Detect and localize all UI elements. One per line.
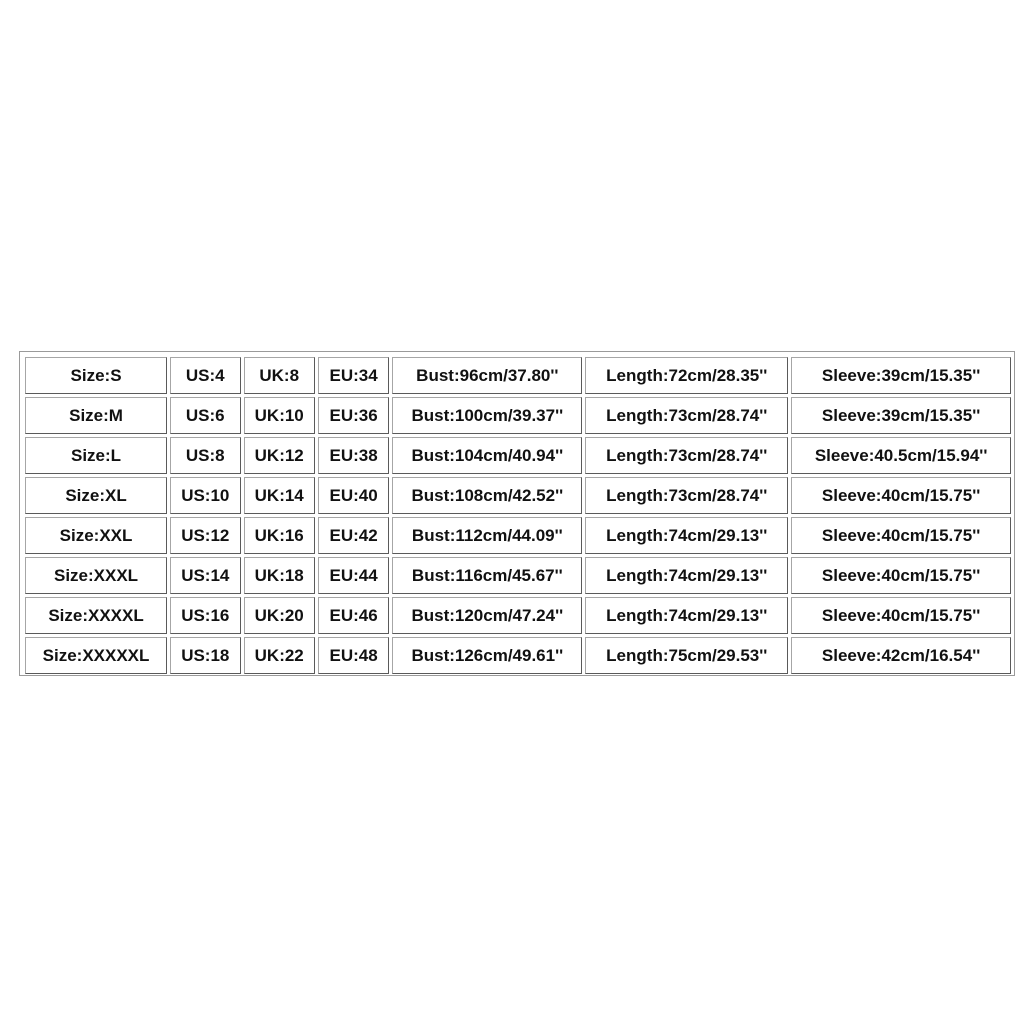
eu-size-cell: EU:38 (318, 437, 389, 474)
sleeve-cell: Sleeve:40cm/15.75'' (791, 557, 1011, 594)
uk-size-cell: UK:20 (244, 597, 315, 634)
eu-size-cell: EU:34 (318, 357, 389, 394)
uk-size-cell: UK:10 (244, 397, 315, 434)
sleeve-cell: Sleeve:39cm/15.35'' (791, 357, 1011, 394)
us-size-cell: US:6 (170, 397, 240, 434)
length-cell: Length:73cm/28.74'' (585, 397, 788, 434)
us-size-cell: US:8 (170, 437, 240, 474)
uk-size-cell: UK:12 (244, 437, 315, 474)
size-cell: Size:S (25, 357, 167, 394)
size-cell: Size:XXXL (25, 557, 167, 594)
bust-cell: Bust:116cm/45.67'' (392, 557, 582, 594)
eu-size-cell: EU:44 (318, 557, 389, 594)
length-cell: Length:75cm/29.53'' (585, 637, 788, 674)
length-cell: Length:73cm/28.74'' (585, 477, 788, 514)
eu-size-cell: EU:36 (318, 397, 389, 434)
length-cell: Length:73cm/28.74'' (585, 437, 788, 474)
sleeve-cell: Sleeve:40cm/15.75'' (791, 477, 1011, 514)
table-row (25, 437, 1011, 474)
eu-size-cell: EU:40 (318, 477, 389, 514)
bust-cell: Bust:96cm/37.80'' (392, 357, 582, 394)
table-row (25, 357, 1011, 394)
uk-size-cell: UK:14 (244, 477, 315, 514)
eu-size-cell: EU:42 (318, 517, 389, 554)
table-row (25, 597, 1011, 634)
size-cell: Size:L (25, 437, 167, 474)
uk-size-cell: UK:8 (244, 357, 315, 394)
length-cell: Length:74cm/29.13'' (585, 597, 788, 634)
table-row (25, 477, 1011, 514)
sleeve-cell: Sleeve:40.5cm/15.94'' (791, 437, 1011, 474)
us-size-cell: US:18 (170, 637, 240, 674)
bust-cell: Bust:126cm/49.61'' (392, 637, 582, 674)
table-row (25, 637, 1011, 674)
us-size-cell: US:4 (170, 357, 240, 394)
size-chart-table (22, 354, 1014, 677)
size-cell: Size:XXL (25, 517, 167, 554)
uk-size-cell: UK:16 (244, 517, 315, 554)
table-row (25, 397, 1011, 434)
us-size-cell: US:16 (170, 597, 240, 634)
length-cell: Length:74cm/29.13'' (585, 517, 788, 554)
us-size-cell: US:14 (170, 557, 240, 594)
length-cell: Length:74cm/29.13'' (585, 557, 788, 594)
table-row (25, 517, 1011, 554)
bust-cell: Bust:112cm/44.09'' (392, 517, 582, 554)
sleeve-cell: Sleeve:40cm/15.75'' (791, 517, 1011, 554)
size-cell: Size:XXXXXL (25, 637, 167, 674)
uk-size-cell: UK:22 (244, 637, 315, 674)
sleeve-cell: Sleeve:39cm/15.35'' (791, 397, 1011, 434)
us-size-cell: US:12 (170, 517, 240, 554)
eu-size-cell: EU:48 (318, 637, 389, 674)
sleeve-cell: Sleeve:42cm/16.54'' (791, 637, 1011, 674)
bust-cell: Bust:108cm/42.52'' (392, 477, 582, 514)
bust-cell: Bust:120cm/47.24'' (392, 597, 582, 634)
table-row (25, 557, 1011, 594)
size-cell: Size:XXXXL (25, 597, 167, 634)
bust-cell: Bust:104cm/40.94'' (392, 437, 582, 474)
us-size-cell: US:10 (170, 477, 240, 514)
sleeve-cell: Sleeve:40cm/15.75'' (791, 597, 1011, 634)
size-cell: Size:XL (25, 477, 167, 514)
bust-cell: Bust:100cm/39.37'' (392, 397, 582, 434)
size-chart (19, 351, 1015, 676)
eu-size-cell: EU:46 (318, 597, 389, 634)
uk-size-cell: UK:18 (244, 557, 315, 594)
length-cell: Length:72cm/28.35'' (585, 357, 788, 394)
size-cell: Size:M (25, 397, 167, 434)
